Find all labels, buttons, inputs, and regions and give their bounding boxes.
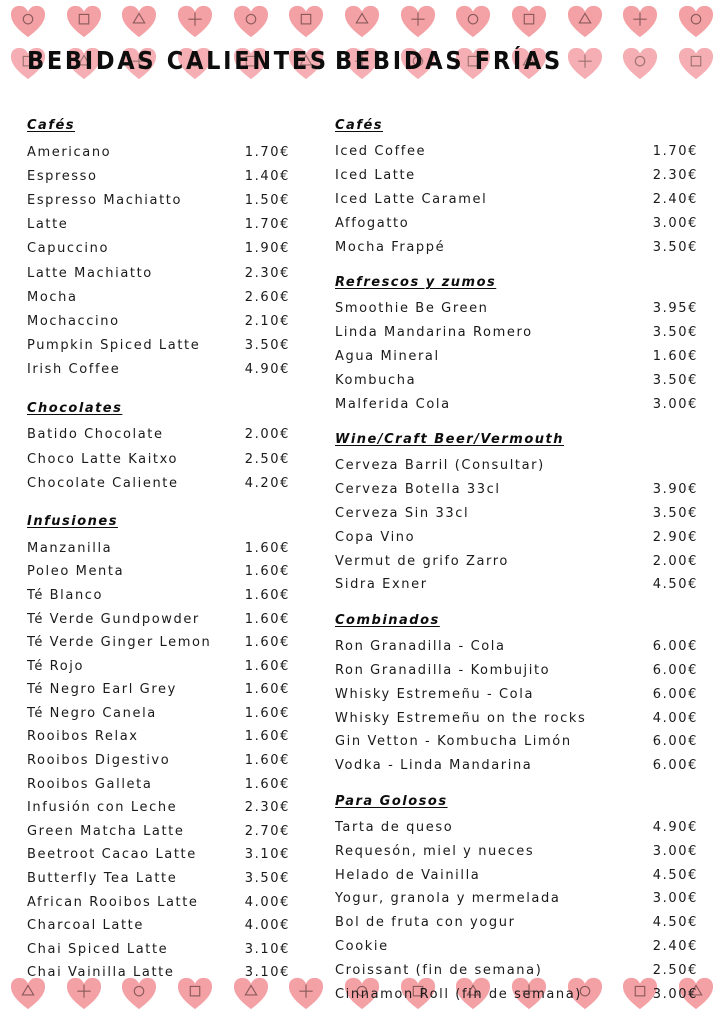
heart-icon <box>566 4 604 40</box>
item-name: Chai Vainilla Latte <box>27 965 175 981</box>
heart-icon <box>510 4 548 40</box>
item-price: 1.70€ <box>652 144 698 160</box>
menu-item <box>335 863 698 887</box>
item-price: 2.60€ <box>244 289 290 305</box>
section-title: Para Golosos <box>335 793 448 809</box>
heart-icon <box>621 46 659 82</box>
menu-item <box>335 659 698 683</box>
menu-item <box>27 702 290 726</box>
heart-icon <box>287 976 325 1012</box>
section-title: Combinados <box>335 612 440 628</box>
item-name: Green Matcha Latte <box>27 823 185 839</box>
menu-item <box>27 164 290 188</box>
menu-item <box>27 140 290 164</box>
item-name: Infusión con Leche <box>27 800 178 816</box>
item-price: 1.70€ <box>244 144 290 160</box>
item-name: Espresso Machiatto <box>27 192 183 208</box>
menu-item <box>27 285 290 309</box>
item-name: Ron Granadilla - Cola <box>335 639 506 655</box>
item-price: 3.50€ <box>652 505 698 521</box>
menu-section <box>27 116 290 382</box>
item-price: 3.95€ <box>652 301 698 317</box>
item-price: 2.70€ <box>244 823 290 839</box>
item-price: 2.50€ <box>652 962 698 978</box>
item-name: Iced Latte Caramel <box>335 191 488 207</box>
item-price: 6.00€ <box>652 662 698 678</box>
item-price: 4.50€ <box>652 915 698 931</box>
header-hot-drinks: BEBIDAS CALIENTES <box>27 46 329 75</box>
item-price: 6.00€ <box>652 734 698 750</box>
menu-column-cold <box>335 116 698 1006</box>
menu-item <box>27 772 290 796</box>
item-name: Linda Mandarina Romero <box>335 325 533 341</box>
item-price: 2.30€ <box>244 265 290 281</box>
item-price: 4.20€ <box>244 475 290 491</box>
menu-item <box>27 358 290 382</box>
item-name: Cerveza Sin 33cl <box>335 505 470 521</box>
menu-item <box>27 725 290 749</box>
menu-item <box>335 549 698 573</box>
item-price: 2.40€ <box>652 191 698 207</box>
item-price: 1.60€ <box>652 348 698 364</box>
item-name: Requesón, miel y nueces <box>335 843 535 859</box>
item-price: 1.60€ <box>244 635 290 651</box>
item-price: 3.50€ <box>652 239 698 255</box>
item-name: Helado de Vainilla <box>335 867 481 883</box>
menu-item <box>27 961 290 985</box>
item-price: 4.90€ <box>244 362 290 378</box>
item-price: 4.00€ <box>244 918 290 934</box>
item-price: 3.10€ <box>244 941 290 957</box>
item-name: Bol de fruta con yogur <box>335 915 516 931</box>
heart-icon <box>677 4 715 40</box>
item-name: Charcoal Latte <box>27 918 144 934</box>
menu-item <box>27 309 290 333</box>
menu-item <box>27 678 290 702</box>
item-price: 1.60€ <box>244 540 290 556</box>
item-name: Croissant (fin de semana) <box>335 962 543 978</box>
menu-section <box>335 611 698 778</box>
menu-item <box>27 631 290 655</box>
item-price: 3.50€ <box>244 338 290 354</box>
heart-icon <box>232 4 270 40</box>
menu-item <box>27 560 290 584</box>
item-price: 3.50€ <box>244 871 290 887</box>
item-name: Vermut de grifo Zarro <box>335 553 509 569</box>
item-name: Agua Mineral <box>335 348 440 364</box>
menu-section <box>335 273 698 416</box>
item-price: 1.60€ <box>244 611 290 627</box>
menu-item <box>335 368 698 392</box>
item-price: 1.60€ <box>244 587 290 603</box>
menu-item <box>335 345 698 369</box>
item-price: 6.00€ <box>652 686 698 702</box>
item-price: 1.40€ <box>244 168 290 184</box>
item-name: Espresso <box>27 168 98 184</box>
menu-item <box>335 502 698 526</box>
item-price: 4.50€ <box>652 577 698 593</box>
item-name: Whisky Estremeñu - Cola <box>335 686 535 702</box>
item-price: 2.50€ <box>244 451 290 467</box>
item-name: Té Verde Gundpowder <box>27 611 200 627</box>
menu-item <box>27 654 290 678</box>
section-title: Cafés <box>335 118 384 133</box>
item-name: African Rooibos Latte <box>27 894 199 910</box>
menu-item <box>335 478 698 502</box>
item-name: Cerveza Botella 33cl <box>335 482 501 498</box>
item-name: Iced Latte <box>335 168 416 184</box>
menu-item <box>27 843 290 867</box>
item-name: Pumpkin Spiced Latte <box>27 338 201 354</box>
item-name: Smoothie Be Green <box>335 301 489 317</box>
item-price: 3.00€ <box>652 215 698 231</box>
menu-item <box>335 525 698 549</box>
item-price: 4.50€ <box>652 867 698 883</box>
item-price: 1.70€ <box>244 217 290 233</box>
menu-item <box>335 140 698 164</box>
heart-icon <box>621 4 659 40</box>
item-name: Rooibos Digestivo <box>27 753 171 769</box>
item-name: Sidra Exner <box>335 577 428 593</box>
menu-item <box>27 607 290 631</box>
item-name: Capuccino <box>27 241 110 257</box>
menu-item <box>335 454 698 478</box>
menu-item <box>335 392 698 416</box>
menu-item <box>27 938 290 962</box>
item-price: 3.00€ <box>652 986 698 1002</box>
item-price: 1.60€ <box>244 729 290 745</box>
menu-item <box>335 635 698 659</box>
item-price: 4.00€ <box>244 894 290 910</box>
item-name: Iced Coffee <box>335 144 427 160</box>
item-price: 1.60€ <box>244 564 290 580</box>
menu-item <box>27 261 290 285</box>
menu-item <box>335 211 698 235</box>
item-name: Mocha <box>27 289 78 305</box>
item-price: 2.30€ <box>244 800 290 816</box>
item-price: 2.00€ <box>244 427 290 443</box>
menu-item <box>335 982 698 1006</box>
item-name: Cinnamon Roll (fin de semana) <box>335 986 582 1002</box>
section-title: Infusiones <box>27 514 118 530</box>
menu-section <box>335 430 698 597</box>
item-name: Mochaccino <box>27 313 120 329</box>
menu-item <box>27 471 290 495</box>
menu-column-hot <box>27 116 290 985</box>
menu-item <box>335 573 698 597</box>
item-name: Rooibos Galleta <box>27 776 153 792</box>
item-name: Poleo Menta <box>27 564 125 580</box>
item-name: Gin Vetton - Kombucha Limón <box>335 734 572 750</box>
item-price: 3.00€ <box>652 396 698 412</box>
heart-icon <box>677 46 715 82</box>
menu-item <box>27 536 290 560</box>
item-name: Mocha Frappé <box>335 239 446 255</box>
item-name: Té Rojo <box>27 658 85 674</box>
menu-item <box>335 321 698 345</box>
menu-item <box>27 447 290 471</box>
header-cold-drinks: BEBIDAS FRÍAS <box>335 46 563 75</box>
item-price: 6.00€ <box>652 639 698 655</box>
menu-section <box>335 116 698 259</box>
menu-item <box>27 749 290 773</box>
menu-section <box>27 512 290 984</box>
item-name: Americano <box>27 144 112 160</box>
item-price: 1.60€ <box>244 658 290 674</box>
item-name: Whisky Estremeñu on the rocks <box>335 710 587 726</box>
item-price: 1.50€ <box>244 192 290 208</box>
item-name: Manzanilla <box>27 540 113 556</box>
section-title: Wine/Craft Beer/Vermouth <box>335 431 564 447</box>
item-name: Ron Granadilla - Kombujito <box>335 662 551 678</box>
menu-item <box>335 935 698 959</box>
item-price: 2.30€ <box>652 168 698 184</box>
item-price: 2.00€ <box>652 553 698 569</box>
menu-item <box>27 867 290 891</box>
menu-item <box>27 334 290 358</box>
item-price: 3.50€ <box>652 325 698 341</box>
section-title: Refrescos y zumos <box>335 274 497 290</box>
item-name: Copa Vino <box>335 529 416 545</box>
menu-section <box>335 792 698 1006</box>
item-price: 1.90€ <box>244 241 290 257</box>
item-price: 4.90€ <box>652 819 698 835</box>
menu-item <box>27 796 290 820</box>
heart-icon <box>9 4 47 40</box>
item-name: Yogur, granola y mermelada <box>335 891 561 907</box>
item-name: Beetroot Cacao Latte <box>27 847 197 863</box>
menu-item <box>27 213 290 237</box>
item-name: Chocolate Caliente <box>27 475 179 491</box>
heart-border-top <box>0 2 724 42</box>
heart-icon <box>454 4 492 40</box>
item-name: Vodka - Linda Mandarina <box>335 758 533 774</box>
menu-item <box>335 730 698 754</box>
item-name: Batido Chocolate <box>27 427 164 443</box>
item-price: 1.60€ <box>244 682 290 698</box>
menu-item <box>335 706 698 730</box>
item-price: 2.90€ <box>652 529 698 545</box>
menu-item <box>27 820 290 844</box>
menu-item <box>335 754 698 778</box>
item-name: Té Blanco <box>27 587 104 603</box>
menu-item <box>335 235 698 259</box>
item-price: 1.60€ <box>244 705 290 721</box>
item-price: 1.60€ <box>244 776 290 792</box>
heart-icon <box>176 4 214 40</box>
item-name: Cookie <box>335 938 389 954</box>
section-title: Chocolates <box>27 400 123 416</box>
item-name: Latte <box>27 217 69 233</box>
item-price: 2.10€ <box>244 313 290 329</box>
menu-section <box>27 399 290 496</box>
item-price: 3.10€ <box>244 965 290 981</box>
item-name: Irish Coffee <box>27 362 121 378</box>
menu-item <box>27 914 290 938</box>
menu-item <box>27 237 290 261</box>
menu-item <box>27 890 290 914</box>
menu-item <box>335 164 698 188</box>
item-name: Tarta de queso <box>335 819 454 835</box>
item-name: Kombucha <box>335 372 417 388</box>
item-price: 1.60€ <box>244 753 290 769</box>
heart-icon <box>343 4 381 40</box>
item-price: 4.00€ <box>652 710 698 726</box>
item-price: 6.00€ <box>652 758 698 774</box>
menu-item <box>335 958 698 982</box>
item-name: Té Verde Ginger Lemon <box>27 635 212 651</box>
item-name: Malferida Cola <box>335 396 451 412</box>
item-name: Té Negro Canela <box>27 705 157 721</box>
heart-icon <box>287 4 325 40</box>
item-name: Choco Latte Kaitxo <box>27 451 179 467</box>
item-name: Cerveza Barril (Consultar) <box>335 458 545 474</box>
menu-item <box>27 423 290 447</box>
menu-item <box>27 584 290 608</box>
item-name: Affogatto <box>335 215 410 231</box>
item-price: 2.40€ <box>652 938 698 954</box>
menu-item <box>335 682 698 706</box>
item-name: Té Negro Earl Grey <box>27 682 177 698</box>
heart-icon <box>65 4 103 40</box>
menu-item <box>335 188 698 212</box>
menu-item <box>335 816 698 840</box>
item-price: 3.10€ <box>244 847 290 863</box>
item-name: Latte Machiatto <box>27 265 153 281</box>
item-price: 3.50€ <box>652 372 698 388</box>
menu-item <box>335 839 698 863</box>
item-name: Chai Spiced Latte <box>27 941 169 957</box>
item-price: 3.00€ <box>652 843 698 859</box>
section-title: Cafés <box>27 118 76 133</box>
item-name: Rooibos Relax <box>27 729 139 745</box>
menu-item <box>335 911 698 935</box>
item-name: Butterfly Tea Latte <box>27 871 178 887</box>
menu-item <box>27 188 290 212</box>
item-price: 3.90€ <box>652 482 698 498</box>
heart-icon <box>566 46 604 82</box>
heart-icon <box>399 4 437 40</box>
heart-icon <box>120 4 158 40</box>
item-price: 3.00€ <box>652 891 698 907</box>
menu-item <box>335 297 698 321</box>
menu-item <box>335 887 698 911</box>
